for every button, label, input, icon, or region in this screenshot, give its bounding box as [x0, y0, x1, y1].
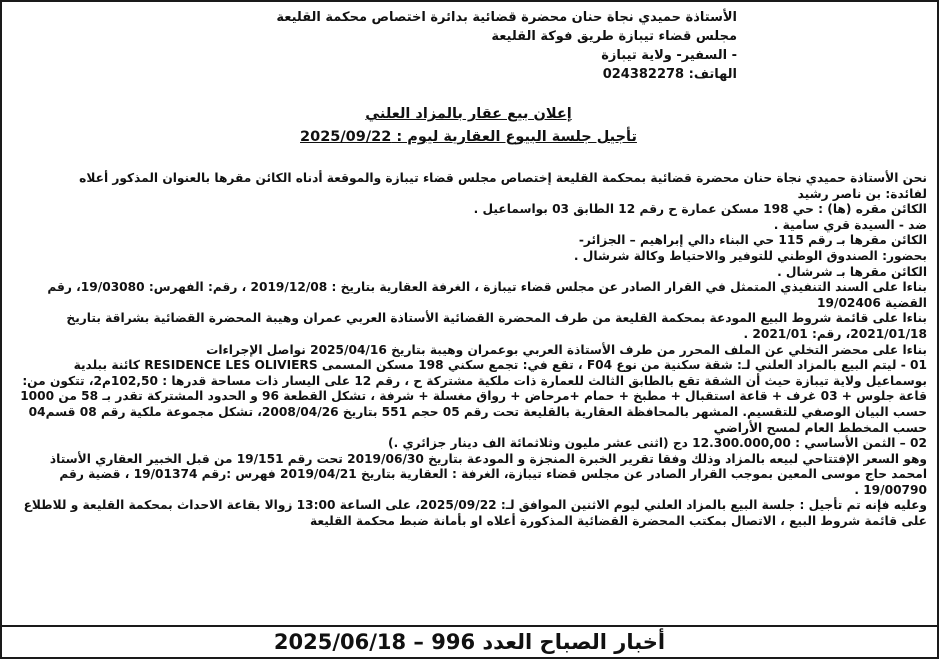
notice-subtitle: تأجيل جلسة البيوع العقارية ليوم : 2025/09/22 — [300, 129, 637, 145]
notice-title: إعلان بيع عقار بالمزاد العلني — [365, 106, 572, 122]
header-phone: الهاتف: 024382278 — [602, 67, 737, 82]
header-line-3: - السفير- ولاية تيبازة — [601, 48, 737, 63]
newspaper-footer: أخبار الصباح العدد 996 – 2025/06/18 — [2, 625, 937, 657]
paragraph: بناءا على قائمة شروط البيع المودعة بمحكمة القليعة من طرف المحضرة القضائية الأستاذة العربي عمران وهيبة المحضرة القضائية بشراقة بتاريخ 2021/01/18، رقم: 2021/01 . — [66, 311, 927, 341]
paragraph: الكائن مقرها بـ شرشال . — [777, 264, 927, 279]
notice-body — [10, 171, 927, 530]
paragraph: ضد - السيدة قري سامية . — [773, 217, 927, 232]
paragraph: وعليه فإنه تم تأجيل : جلسة البيع بالمزاد العلني ليوم الاثنين الموافق لـ: 2025/09/22، على الساعة 13:00 زوالا بقاعة الاحداث بمحكمة القليعة و للاطلاع على قائمة شروط البيع ، الاتصال بمكتب المحضرة القضائية المذكورة أعلاه او بأمانة ضبط محكمة القليعة — [23, 498, 927, 529]
paragraph: نحن الأستاذة حميدي نجاة حنان محضرة قضائية بمحكمة القليعة إختصاص مجلس قضاء تيبازة والموقعة أدناه الكائن مقرها بالعنوان المذكور أعلاه — [79, 171, 927, 185]
paragraph: وهو السعر الإفتتاحي لبيعه بالمزاد وذلك وفقا تقرير الخبرة المنجزة و المودعة بتاريخ 2019/06/30 تحت رقم 19/151 من قبل الخبير العقاري الأستاذ امحمد حاج موسى المعين بموجب القرار الصادر عن مجلس قضاء تيبازة، الغرفة : العقارية بتاريخ 2019/04/21 فهرس :رقم 19/01374 ، قضية رقم 19/00790 . — [49, 451, 927, 497]
notice-titles — [10, 104, 927, 147]
header-line-2: مجلس قضاء تيبازة طريق فوكة القليعة — [491, 29, 737, 44]
bailiff-header — [10, 8, 927, 84]
paragraph: الكائن مقرها بـ رقم 115 حي البناء دالي إبراهيم – الجزائر- — [578, 233, 927, 248]
header-line-1: الأستاذة حميدي نجاة حنان محضرة قضائية بدائرة اختصاص محكمة القليعة — [276, 10, 737, 25]
paragraph: 02 – الثمن الأساسي : 12.300.000,00 دج (اثنى عشر مليون وثلاثمائة الف دينار جزائري .) — [388, 436, 927, 451]
paragraph: 01 - ليتم البيع بالمزاد العلني لـ: شقة سكنية من نوع F04 ، تقع في: تجمع سكني 198 مسكن المسمى RESIDENCE LES OLIVIERS كائنة ببلدية بوسماعيل ولاية تيبازة حيث أن الشقة تقع بالطابق الثالث للعمارة ذات ملكية مشتركة ح ، رقم 12 على اليسار ذات مساحة قدرها : 102,50م2، تتكون من: قاعة جلوس + 03 غرف + قاعة استقبال + مطبخ + حمام +مرحاض + رواق مغسلة + شرفة ، تشكل القطعة 96 و الحدود المشتركة تقدر بـ 58 من 1000 حسب البيان الوصفي للتقسيم. المشهر بالمحافظة العقارية بالقليعة تحت رقم 05 حجم 551 بتاريخ 2008/04/26، تشكل مجموعة ملكية رقم 08 قسم04 حسب المخطط العام لمسح الأراضي — [20, 358, 927, 435]
paragraph: بحضور: الصندوق الوطني للتوفير والاحتياط وكالة شرشال . — [573, 248, 927, 263]
paragraph: بناءا على محضر التخلي عن الملف المحرر من طرف الأستاذة العربي بوعمران وهيبة بتاريخ 2025/04/16 نواصل الإجراءات — [206, 342, 927, 357]
paragraph: لفائدة: بن ناصر رشيد — [797, 186, 927, 201]
paragraph: بناءا على السند التنفيذي المتمثل في القرار الصادر عن مجلس قضاء تيبازة ، الغرفة العقارية بتاريخ : 2019/12/08 ، رقم: الفهرس: 19/03080، رقم القضية 19/02406 — [47, 280, 927, 310]
paragraph: الكائن مقره (ها) : حي 198 مسكن عمارة ح رقم 12 الطابق 03 بواسماعيل . — [473, 202, 927, 217]
